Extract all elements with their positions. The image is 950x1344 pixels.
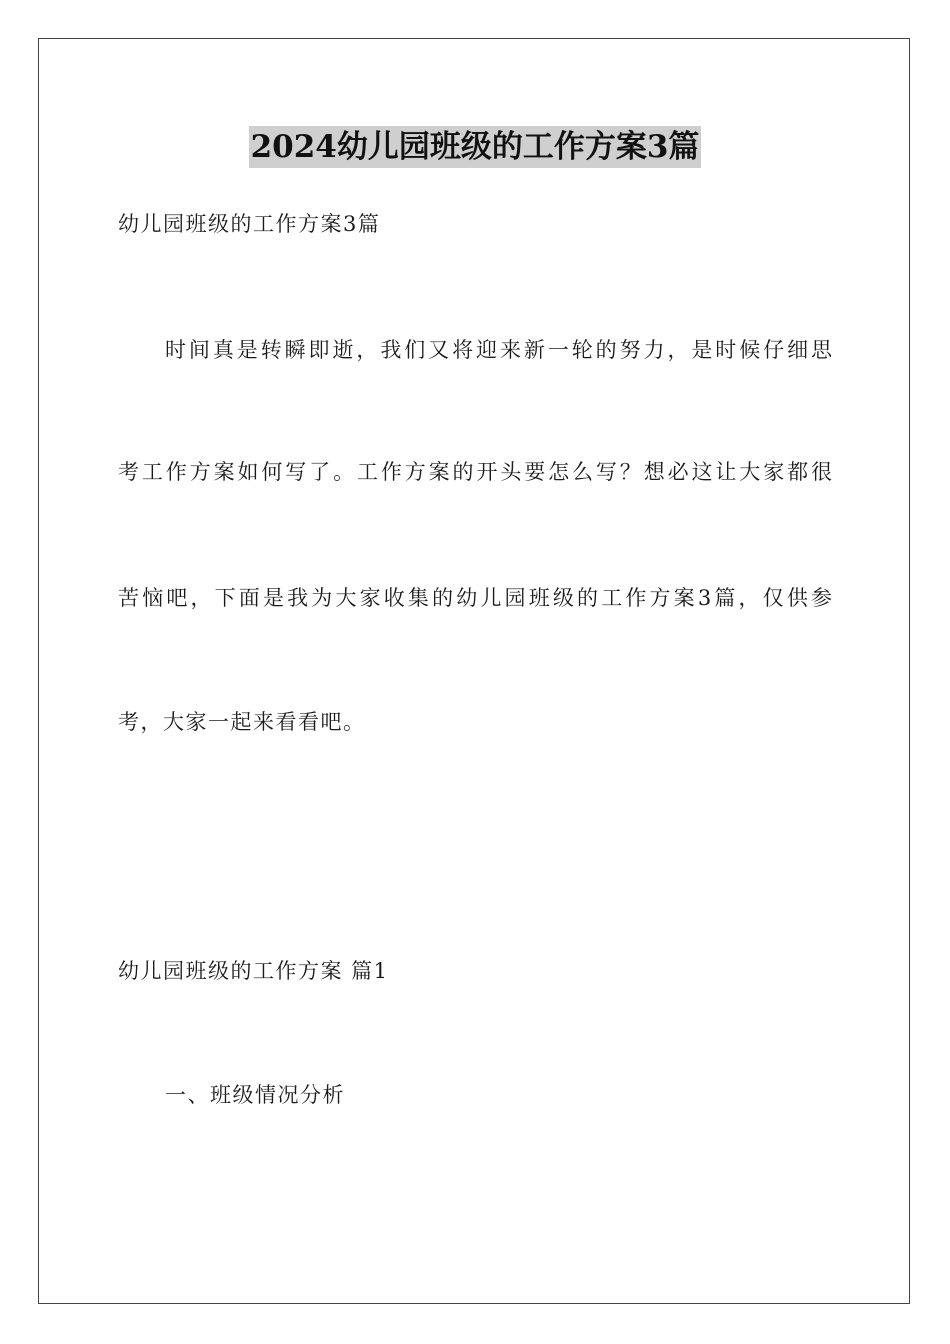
document-title: 2024幼儿园班级的工作方案3篇: [249, 126, 702, 168]
intro-paragraph-line-4: 考，大家一起来看看吧。: [118, 710, 366, 734]
title-container: [0, 126, 950, 168]
subsection-heading: 一、班级情况分析: [165, 1083, 345, 1107]
intro-paragraph-line-3: 苦恼吧，下面是我为大家收集的幼儿园班级的工作方案3篇，仅供参: [118, 586, 832, 610]
document-subtitle: 幼儿园班级的工作方案3篇: [118, 212, 381, 236]
intro-paragraph-line-2: 考工作方案如何写了。工作方案的开头要怎么写？想必这让大家都很: [118, 460, 832, 484]
section-heading: 幼儿园班级的工作方案 篇1: [118, 959, 389, 983]
intro-paragraph-line-1: 时间真是转瞬即逝，我们又将迎来新一轮的努力，是时候仔细思: [165, 338, 832, 362]
